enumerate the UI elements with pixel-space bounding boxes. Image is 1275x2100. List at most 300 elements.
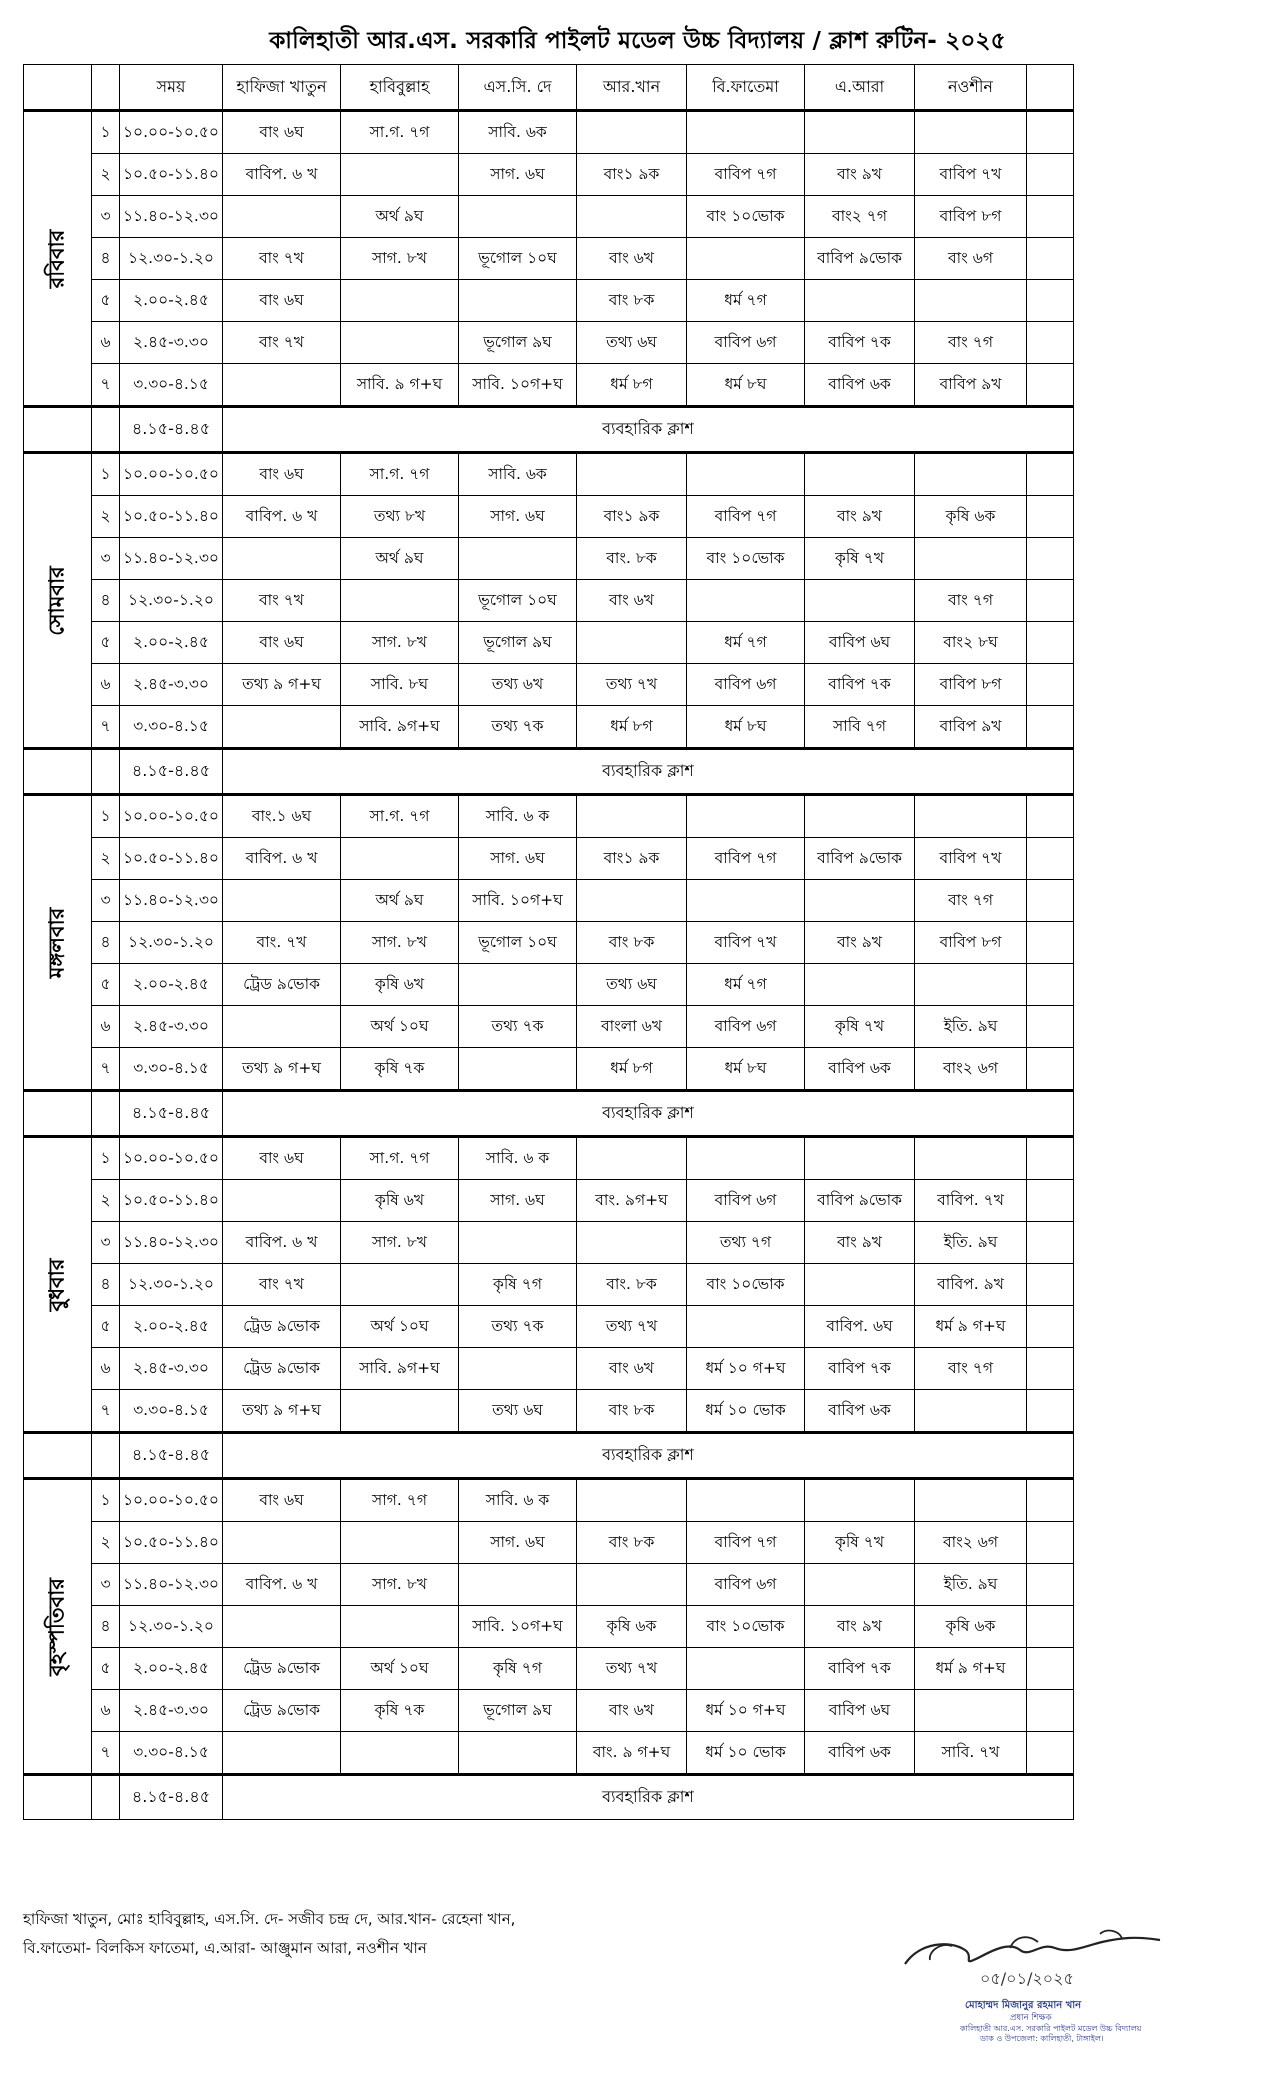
class-cell: বাবিপ ৭খ <box>687 922 805 964</box>
class-cell <box>687 880 805 922</box>
period-number: ৫ <box>92 1306 120 1348</box>
period-time: ১২.৩০-১.২০ <box>120 922 223 964</box>
period-number: ৬ <box>92 1690 120 1732</box>
period-number: ২ <box>92 838 120 880</box>
class-cell: তথ্য ৯ গ+ঘ <box>223 664 341 706</box>
class-cell <box>341 280 459 322</box>
class-cell: বাং ৬ঘ <box>223 1479 341 1522</box>
class-cell: বাবিপ ৬ঘ <box>805 622 915 664</box>
period-row <box>24 1137 1074 1180</box>
blank-cell <box>1027 1222 1074 1264</box>
class-cell: ট্রেড ৯ভোক <box>223 964 341 1006</box>
class-cell: বাং ৯খ <box>805 1606 915 1648</box>
class-cell <box>223 1180 341 1222</box>
period-number: ৪ <box>92 238 120 280</box>
class-cell <box>459 964 577 1006</box>
period-row <box>24 1690 1074 1732</box>
period-number: ৫ <box>92 964 120 1006</box>
class-cell: বাং ৬ঘ <box>223 1137 341 1180</box>
stamp-title: প্রধান শিক্ষক <box>1010 2013 1052 2023</box>
day-cell <box>24 1137 92 1433</box>
class-cell: ভূগোল ৯ঘ <box>459 622 577 664</box>
class-cell: ধর্ম ৮ঘ <box>687 1048 805 1091</box>
blank-cell <box>1027 1137 1074 1180</box>
class-cell: সাবি. ৯গ+ঘ <box>341 706 459 749</box>
class-cell: বাবিপ ৭গ <box>687 496 805 538</box>
column-header: আর.খান <box>577 65 687 111</box>
period-time: ১০.০০-১০.৫০ <box>120 453 223 496</box>
class-cell: বাবিপ ৬ক <box>805 1048 915 1091</box>
class-cell: বাং ৬গ <box>915 238 1027 280</box>
class-cell <box>915 1390 1027 1433</box>
period-number: ৬ <box>92 1006 120 1048</box>
teacher-legend-line-1: হাফিজা খাতুন, মোঃ হাবিবুল্লাহ, এস.সি. দে- সজীব চন্দ্র দে, আর.খান- রেহেনা খান, <box>23 1910 516 1928</box>
headmaster-signature-stamp <box>870 1912 1215 2042</box>
class-cell: কৃষি ৬ক <box>915 496 1027 538</box>
period-number: ৪ <box>92 922 120 964</box>
class-cell: বাং ৬খ <box>577 1348 687 1390</box>
class-cell: বাং১ ৯ক <box>577 496 687 538</box>
period-row <box>24 154 1074 196</box>
period-time: ১১.৪০-১২.৩০ <box>120 880 223 922</box>
practical-time: ৪.১৫-৪.৪৫ <box>120 1091 223 1137</box>
class-cell: ইতি. ৯ঘ <box>915 1222 1027 1264</box>
blank-cell <box>1027 1348 1074 1390</box>
blank-cell <box>1027 280 1074 322</box>
class-cell: বাং ৭খ <box>223 238 341 280</box>
class-cell: সাবি. ৬ক <box>459 453 577 496</box>
class-cell: ভূগোল ১০ঘ <box>459 580 577 622</box>
day-cell <box>24 111 92 407</box>
class-cell <box>805 580 915 622</box>
class-cell <box>223 706 341 749</box>
blank-cell <box>1027 1690 1074 1732</box>
period-row <box>24 364 1074 407</box>
class-cell: বাবিপ. ৬ খ <box>223 1564 341 1606</box>
blank-cell <box>1027 1479 1074 1522</box>
period-row <box>24 706 1074 749</box>
class-cell: তথ্য ৭ক <box>459 1006 577 1048</box>
class-cell: সা.গ. ৭গ <box>341 453 459 496</box>
class-cell <box>341 1522 459 1564</box>
period-time: ১১.৪০-১২.৩০ <box>120 196 223 238</box>
class-cell: বাং. ৯ গ+ঘ <box>577 1732 687 1775</box>
class-cell: সাবি. ৬ক <box>459 111 577 154</box>
period-row <box>24 1348 1074 1390</box>
class-cell: ট্রেড ৯ভোক <box>223 1306 341 1348</box>
class-cell: ভূগোল ৯ঘ <box>459 322 577 364</box>
blank-cell <box>1027 1006 1074 1048</box>
class-cell: তথ্য ৭ক <box>459 1306 577 1348</box>
class-cell <box>223 1732 341 1775</box>
class-cell: ধর্ম ৭গ <box>687 280 805 322</box>
period-row <box>24 1648 1074 1690</box>
class-cell <box>577 1564 687 1606</box>
class-cell <box>687 453 805 496</box>
period-time: ২.৪৫-৩.৩০ <box>120 1006 223 1048</box>
period-number: ৩ <box>92 196 120 238</box>
practical-class-label: ব্যবহারিক ক্লাশ <box>223 749 1074 795</box>
class-cell <box>915 111 1027 154</box>
class-cell: বাবিপ ৬গ <box>687 322 805 364</box>
column-header: সময় <box>120 65 223 111</box>
day-label: বৃহস্পতিবার <box>44 1577 68 1676</box>
class-cell: বাং ৬ঘ <box>223 453 341 496</box>
class-cell <box>341 838 459 880</box>
class-cell <box>805 453 915 496</box>
page-title: কালিহাতী আর.এস. সরকারি পাইলট মডেল উচ্চ বিদ্যালয় / ক্লাশ রুটিন- ২০২৫ <box>269 28 1006 54</box>
class-cell: বাং ৬খ <box>577 238 687 280</box>
signature-icon <box>870 1912 1215 2042</box>
class-cell <box>805 280 915 322</box>
class-cell: বাবিপ. ৬ খ <box>223 154 341 196</box>
blank-cell <box>1027 1606 1074 1648</box>
period-row <box>24 1564 1074 1606</box>
class-cell: ধর্ম ১০ গ+ঘ <box>687 1348 805 1390</box>
period-time: ১২.৩০-১.২০ <box>120 1264 223 1306</box>
class-cell: বাবিপ ৭খ <box>915 154 1027 196</box>
class-cell: ইতি. ৯ঘ <box>915 1006 1027 1048</box>
blank-cell <box>24 1091 92 1137</box>
period-number: ২ <box>92 1522 120 1564</box>
class-cell: ভূগোল ১০ঘ <box>459 922 577 964</box>
class-cell: কৃষি ৬খ <box>341 1180 459 1222</box>
class-cell <box>687 580 805 622</box>
blank-cell <box>24 407 92 453</box>
blank-cell <box>1027 1390 1074 1433</box>
class-cell: ধর্ম ৭গ <box>687 964 805 1006</box>
practical-class-label: ব্যবহারিক ক্লাশ <box>223 1433 1074 1479</box>
class-cell: কৃষি ৬ক <box>577 1606 687 1648</box>
class-cell: কৃষি ৭ক <box>341 1690 459 1732</box>
blank-cell <box>1027 1522 1074 1564</box>
class-cell: বাবিপ ৬ঘ <box>805 1690 915 1732</box>
class-cell: অর্থ ৯ঘ <box>341 880 459 922</box>
period-row <box>24 922 1074 964</box>
class-cell: বাবিপ. ৬ খ <box>223 496 341 538</box>
blank-cell <box>1027 1306 1074 1348</box>
class-cell: ধর্ম ৮গ <box>577 1048 687 1091</box>
class-cell: বাবিপ ৬ক <box>805 1732 915 1775</box>
day-label: সোমবার <box>44 565 68 636</box>
column-header <box>92 65 120 111</box>
stamp-address: ডাক ও উপজেলা: কালিহাতী, টাঙ্গাইল। <box>980 2034 1104 2042</box>
blank-cell <box>1027 964 1074 1006</box>
period-time: ১০.৫০-১১.৪০ <box>120 838 223 880</box>
blank-cell <box>1027 706 1074 749</box>
class-cell <box>577 1479 687 1522</box>
class-cell <box>687 1479 805 1522</box>
class-cell: ধর্ম ১০ গ+ঘ <box>687 1690 805 1732</box>
class-cell: অর্থ ১০ঘ <box>341 1006 459 1048</box>
period-number: ২ <box>92 154 120 196</box>
period-number: ৬ <box>92 1348 120 1390</box>
class-cell: বাং. ৯গ+ঘ <box>577 1180 687 1222</box>
class-cell: সাবি ৭গ <box>805 706 915 749</box>
class-cell: বাবিপ. ৬ খ <box>223 1222 341 1264</box>
class-cell: বাবিপ ৯ভোক <box>805 1180 915 1222</box>
period-number: ৬ <box>92 322 120 364</box>
blank-cell <box>1027 922 1074 964</box>
column-header <box>1027 65 1074 111</box>
practical-class-label: ব্যবহারিক ক্লাশ <box>223 1775 1074 1820</box>
period-time: ১১.৪০-১২.৩০ <box>120 538 223 580</box>
class-cell <box>577 622 687 664</box>
practical-class-row <box>24 749 1074 795</box>
period-time: ১০.৫০-১১.৪০ <box>120 496 223 538</box>
period-number: ৫ <box>92 1648 120 1690</box>
class-cell <box>915 1137 1027 1180</box>
blank-cell <box>1027 496 1074 538</box>
class-cell <box>687 1648 805 1690</box>
class-cell: বাং২ ৬গ <box>915 1048 1027 1091</box>
class-cell: কৃষি ৭গ <box>459 1264 577 1306</box>
period-row <box>24 838 1074 880</box>
class-cell: সাবি. ৯ গ+ঘ <box>341 364 459 407</box>
period-number: ৭ <box>92 1732 120 1775</box>
class-cell <box>341 1264 459 1306</box>
class-cell: বাং ৬ঘ <box>223 280 341 322</box>
class-cell <box>459 1732 577 1775</box>
blank-cell <box>24 1775 92 1820</box>
class-cell <box>223 1522 341 1564</box>
practical-class-row <box>24 1433 1074 1479</box>
class-cell: ধর্ম ৭গ <box>687 622 805 664</box>
blank-cell <box>1027 1732 1074 1775</box>
class-cell: বাবিপ ৭গ <box>687 1522 805 1564</box>
blank-cell <box>1027 322 1074 364</box>
class-cell <box>687 111 805 154</box>
class-cell: বাবিপ ৬ক <box>805 1390 915 1433</box>
class-cell: সা.গ. ৭গ <box>341 111 459 154</box>
blank-cell <box>1027 880 1074 922</box>
class-cell: সাবি. ৮ঘ <box>341 664 459 706</box>
class-cell: বাং ৭খ <box>223 580 341 622</box>
period-time: ৩.৩০-৪.১৫ <box>120 706 223 749</box>
period-number: ২ <box>92 496 120 538</box>
class-cell: ধর্ম ৯ গ+ঘ <box>915 1648 1027 1690</box>
blank-cell <box>1027 622 1074 664</box>
class-cell: সাগ. ৮খ <box>341 1564 459 1606</box>
column-header: এ.আরা <box>805 65 915 111</box>
class-cell <box>577 111 687 154</box>
class-cell: বাবিপ ৭খ <box>915 838 1027 880</box>
class-cell <box>577 1137 687 1180</box>
class-cell: বাং ৯খ <box>805 1222 915 1264</box>
class-cell: বাং ১০ভোক <box>687 1606 805 1648</box>
class-cell <box>577 1222 687 1264</box>
class-cell: বাবিপ ৯খ <box>915 706 1027 749</box>
class-cell: কৃষি ৭গ <box>459 1648 577 1690</box>
signature-date: ০৫/০১/২০২৫ <box>980 1969 1074 1988</box>
class-cell: সাবি. ৯গ+ঘ <box>341 1348 459 1390</box>
class-cell: বাবিপ. ৭খ <box>915 1180 1027 1222</box>
class-cell <box>577 196 687 238</box>
period-row <box>24 496 1074 538</box>
blank-cell <box>1027 1048 1074 1091</box>
blank-cell <box>92 1091 120 1137</box>
class-cell: সাবি. ৬ ক <box>459 1137 577 1180</box>
class-cell: বাবিপ ৮গ <box>915 196 1027 238</box>
class-cell <box>805 111 915 154</box>
period-number: ৩ <box>92 1222 120 1264</box>
class-cell <box>805 880 915 922</box>
class-cell: বাং ৮ক <box>577 1522 687 1564</box>
class-cell: সাগ. ৮খ <box>341 238 459 280</box>
period-time: ১০.০০-১০.৫০ <box>120 111 223 154</box>
period-row <box>24 238 1074 280</box>
blank-cell <box>1027 453 1074 496</box>
class-cell: সাগ. ৮খ <box>341 922 459 964</box>
class-cell <box>805 1264 915 1306</box>
class-cell: ভূগোল ১০ঘ <box>459 238 577 280</box>
class-cell: তথ্য ৭খ <box>577 664 687 706</box>
practical-class-row <box>24 1775 1074 1820</box>
class-cell: বাবিপ ৭ক <box>805 664 915 706</box>
class-cell: অর্থ ৯ঘ <box>341 538 459 580</box>
class-cell: বাং ৬ঘ <box>223 622 341 664</box>
period-time: ৩.৩০-৪.১৫ <box>120 1390 223 1433</box>
class-cell: বাং.১ ৬ঘ <box>223 795 341 838</box>
class-cell: বাবিপ ৬গ <box>687 1180 805 1222</box>
period-number: ১ <box>92 453 120 496</box>
blank-cell <box>1027 364 1074 407</box>
class-cell: বাং ৭গ <box>915 880 1027 922</box>
class-cell: ধর্ম ৮গ <box>577 706 687 749</box>
period-row <box>24 538 1074 580</box>
class-cell: বাং ৮ক <box>577 280 687 322</box>
class-cell <box>577 880 687 922</box>
class-cell: সাগ. ৬ঘ <box>459 154 577 196</box>
class-cell: বাং ১০ভোক <box>687 196 805 238</box>
class-cell: বাং২ ৮ঘ <box>915 622 1027 664</box>
class-cell: সা.গ. ৭গ <box>341 1137 459 1180</box>
class-cell: সাগ. ৬ঘ <box>459 1522 577 1564</box>
practical-time: ৪.১৫-৪.৪৫ <box>120 1433 223 1479</box>
class-cell: বাং ৭খ <box>223 322 341 364</box>
column-header: এস.সি. দে <box>459 65 577 111</box>
class-cell <box>223 1606 341 1648</box>
class-cell <box>805 795 915 838</box>
period-row <box>24 580 1074 622</box>
class-cell: বাবিপ ৭গ <box>687 154 805 196</box>
period-time: ১০.০০-১০.৫০ <box>120 1479 223 1522</box>
class-cell: বাবিপ ৭গ <box>687 838 805 880</box>
class-cell: অর্থ ৯ঘ <box>341 196 459 238</box>
class-cell: সাবি. ৬ ক <box>459 795 577 838</box>
period-time: ১০.৫০-১১.৪০ <box>120 1180 223 1222</box>
class-cell <box>459 1048 577 1091</box>
class-cell: বাং ৮ক <box>577 922 687 964</box>
class-cell: তথ্য ৬ঘ <box>577 964 687 1006</box>
period-number: ৩ <box>92 880 120 922</box>
column-header: হাবিবুল্লাহ <box>341 65 459 111</box>
class-cell: বাং ৯খ <box>805 496 915 538</box>
class-cell: বাং ৯খ <box>805 922 915 964</box>
class-cell <box>805 1479 915 1522</box>
class-cell: বাং ১০ভোক <box>687 1264 805 1306</box>
period-time: ১২.৩০-১.২০ <box>120 238 223 280</box>
class-cell <box>341 580 459 622</box>
class-cell <box>687 238 805 280</box>
class-cell <box>223 196 341 238</box>
blank-cell <box>1027 1564 1074 1606</box>
column-header: নওশীন <box>915 65 1027 111</box>
class-cell <box>687 1137 805 1180</box>
class-cell: বাং ৬খ <box>577 580 687 622</box>
class-cell <box>915 795 1027 838</box>
class-cell: ধর্ম ৮ঘ <box>687 364 805 407</box>
period-row <box>24 880 1074 922</box>
period-time: ২.০০-২.৪৫ <box>120 1648 223 1690</box>
class-cell: বাবিপ ৭ক <box>805 1348 915 1390</box>
blank-cell <box>92 407 120 453</box>
period-time: ১২.৩০-১.২০ <box>120 580 223 622</box>
class-cell: সাগ. ৮খ <box>341 1222 459 1264</box>
class-cell: বাং ৬খ <box>577 1690 687 1732</box>
class-cell: বাং১ ৯ক <box>577 838 687 880</box>
period-time: ৩.৩০-৪.১৫ <box>120 1048 223 1091</box>
class-cell: সাবি. ১০গ+ঘ <box>459 364 577 407</box>
class-routine-table <box>23 64 1074 1820</box>
class-cell: বাবিপ. ৯খ <box>915 1264 1027 1306</box>
class-cell: তথ্য ৬ঘ <box>577 322 687 364</box>
class-cell: বাবিপ ৯ভোক <box>805 238 915 280</box>
class-cell: বাবিপ ৯ভোক <box>805 838 915 880</box>
class-cell <box>223 1006 341 1048</box>
class-cell: কৃষি ৭খ <box>805 538 915 580</box>
teacher-legend-line-2: বি.ফাতেমা- বিলকিস ফাতেমা, এ.আরা- আঞ্জুমান আরা, নওশীন খান <box>23 1939 427 1957</box>
class-cell <box>459 196 577 238</box>
class-cell <box>223 364 341 407</box>
class-cell <box>341 154 459 196</box>
class-cell: তথ্য ৭খ <box>577 1306 687 1348</box>
day-cell <box>24 1479 92 1775</box>
class-cell: সাগ. ৮খ <box>341 622 459 664</box>
period-number: ১ <box>92 795 120 838</box>
period-row <box>24 1732 1074 1775</box>
period-number: ৪ <box>92 580 120 622</box>
class-cell: কৃষি ৭ক <box>341 1048 459 1091</box>
class-cell <box>577 453 687 496</box>
period-row <box>24 453 1074 496</box>
class-cell: বাং২ ৬গ <box>915 1522 1027 1564</box>
period-time: ১০.৫০-১১.৪০ <box>120 1522 223 1564</box>
class-cell <box>459 1564 577 1606</box>
class-cell <box>459 538 577 580</box>
class-cell: তথ্য ৭ক <box>459 706 577 749</box>
period-number: ২ <box>92 1180 120 1222</box>
class-cell <box>915 453 1027 496</box>
blank-cell <box>92 1433 120 1479</box>
column-header: হাফিজা খাতুন <box>223 65 341 111</box>
class-cell: বাবিপ ৯খ <box>915 364 1027 407</box>
period-row <box>24 795 1074 838</box>
period-time: ১০.৫০-১১.৪০ <box>120 154 223 196</box>
class-cell <box>915 1479 1027 1522</box>
period-row <box>24 1264 1074 1306</box>
period-number: ৭ <box>92 1390 120 1433</box>
class-cell: অর্থ ১০ঘ <box>341 1648 459 1690</box>
period-number: ৪ <box>92 1264 120 1306</box>
period-time: ১১.৪০-১২.৩০ <box>120 1222 223 1264</box>
class-cell: বাং ৭খ <box>223 1264 341 1306</box>
class-cell: সা.গ. ৭গ <box>341 795 459 838</box>
practical-time: ৪.১৫-৪.৪৫ <box>120 1775 223 1820</box>
blank-cell <box>1027 580 1074 622</box>
class-cell: সাবি. ১০গ+ঘ <box>459 1606 577 1648</box>
blank-cell <box>1027 196 1074 238</box>
